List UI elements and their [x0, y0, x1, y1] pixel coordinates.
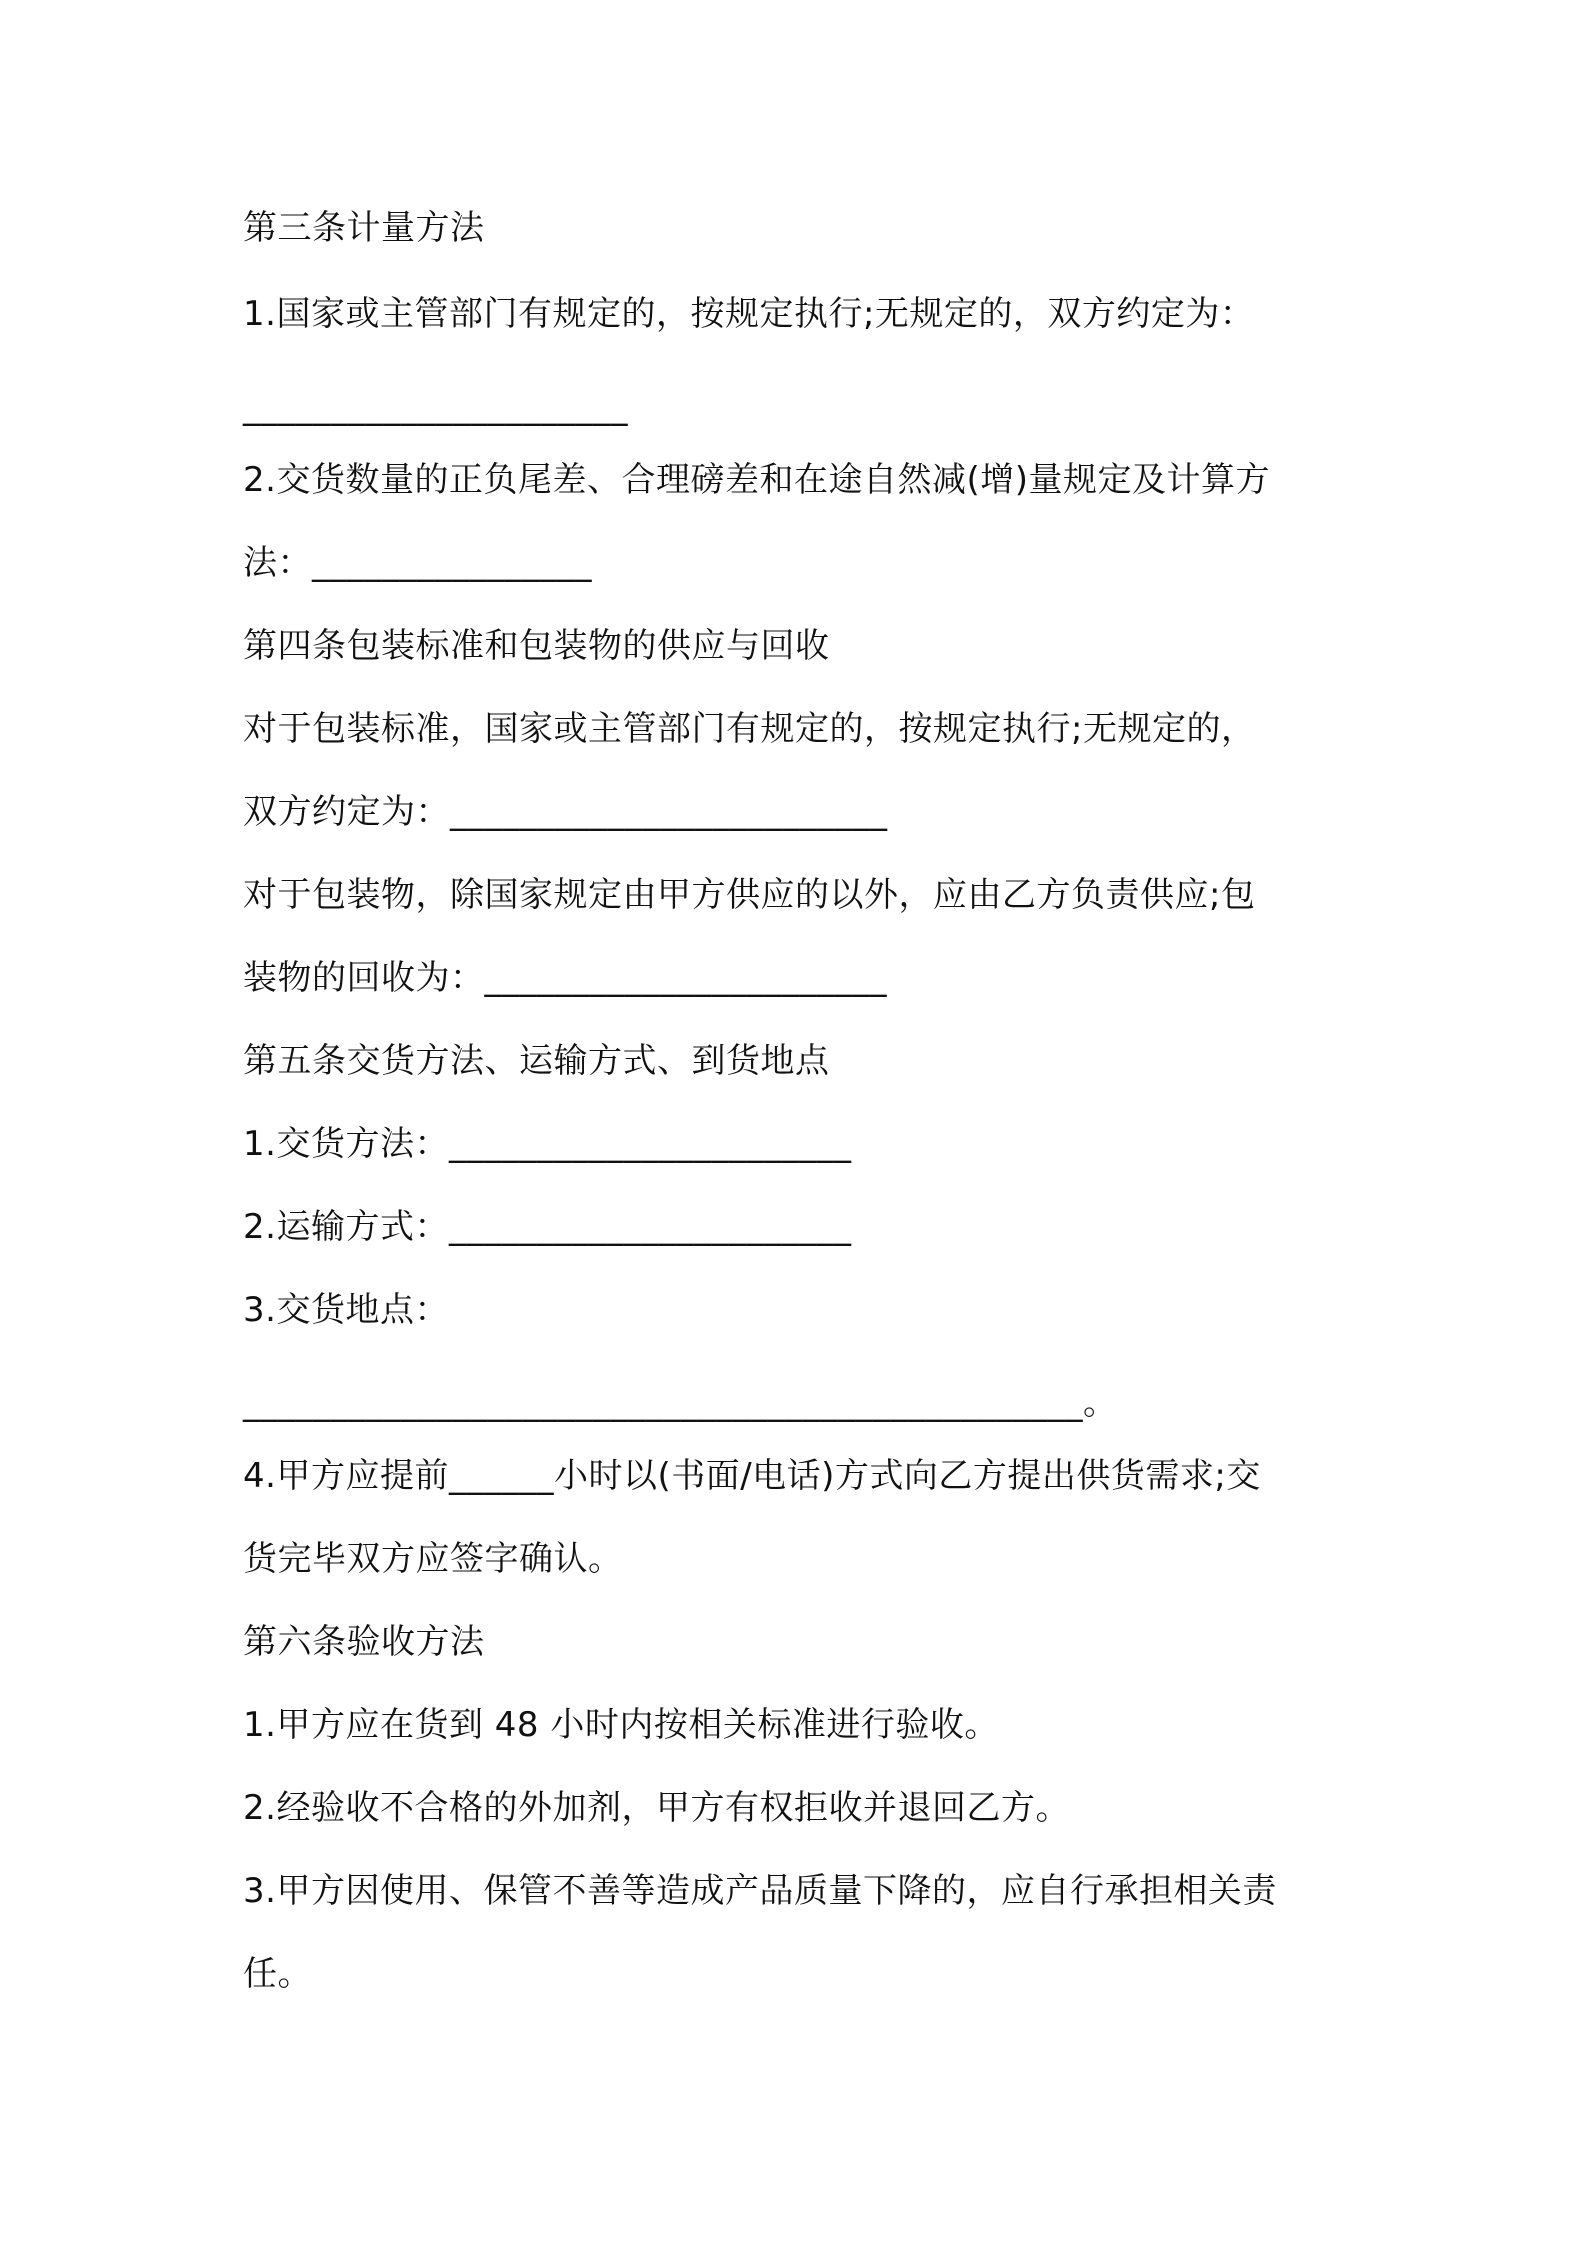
article-5-clause-4: 4.甲方应提前______小时以(书面/电话)方式向乙方提出供货需求;交: [243, 1456, 1261, 1496]
article-4-packaging-standard: 对于包装标准，国家或主管部门有规定的，按规定执行;无规定的，: [243, 709, 1256, 749]
article-4-heading: 第四条包装标准和包装物的供应与回收: [243, 626, 830, 666]
article-3-clause-2: 2.交货数量的正负尾差、合理磅差和在途自然减(增)量规定及计算方: [243, 460, 1270, 500]
article-4-packaging-supply-cont: 装物的回收为：_______________________: [243, 958, 887, 998]
article-6-clause-1: 1.甲方应在货到 48 小时内按相关标准进行验收。: [243, 1705, 999, 1745]
article-4-packaging-supply: 对于包装物，除国家规定由甲方供应的以外，应由乙方负责供应;包: [243, 875, 1256, 915]
article-5-clause-2: 2.运输方式：_______________________: [243, 1207, 852, 1247]
article-5-heading: 第五条交货方法、运输方式、到货地点: [243, 1041, 830, 1081]
article-6-heading: 第六条验收方法: [243, 1622, 485, 1662]
article-3-clause-1: 1.国家或主管部门有规定的，按规定执行;无规定的，双方约定为：: [243, 294, 1255, 334]
article-6-clause-2: 2.经验收不合格的外加剂，甲方有权拒收并退回乙方。: [243, 1788, 1070, 1828]
article-6-clause-3: 3.甲方因使用、保管不善等造成产品质量下降的，应自行承担相关责: [243, 1871, 1277, 1911]
article-5-clause-3-blank: ________________________________________________。: [243, 1383, 1118, 1423]
article-4-packaging-standard-cont: 双方约定为：_________________________: [243, 792, 888, 832]
article-3-clause-2-cont: 法：________________: [243, 543, 592, 583]
article-3-clause-1-blank: ______________________: [243, 387, 628, 427]
article-6-clause-3-cont: 任。: [243, 1954, 312, 1994]
article-5-clause-1: 1.交货方法：_______________________: [243, 1124, 852, 1164]
article-5-clause-4-cont: 货完毕双方应签字确认。: [243, 1539, 623, 1579]
article-3-heading: 第三条计量方法: [243, 208, 485, 248]
article-5-clause-3: 3.交货地点：: [243, 1290, 449, 1330]
